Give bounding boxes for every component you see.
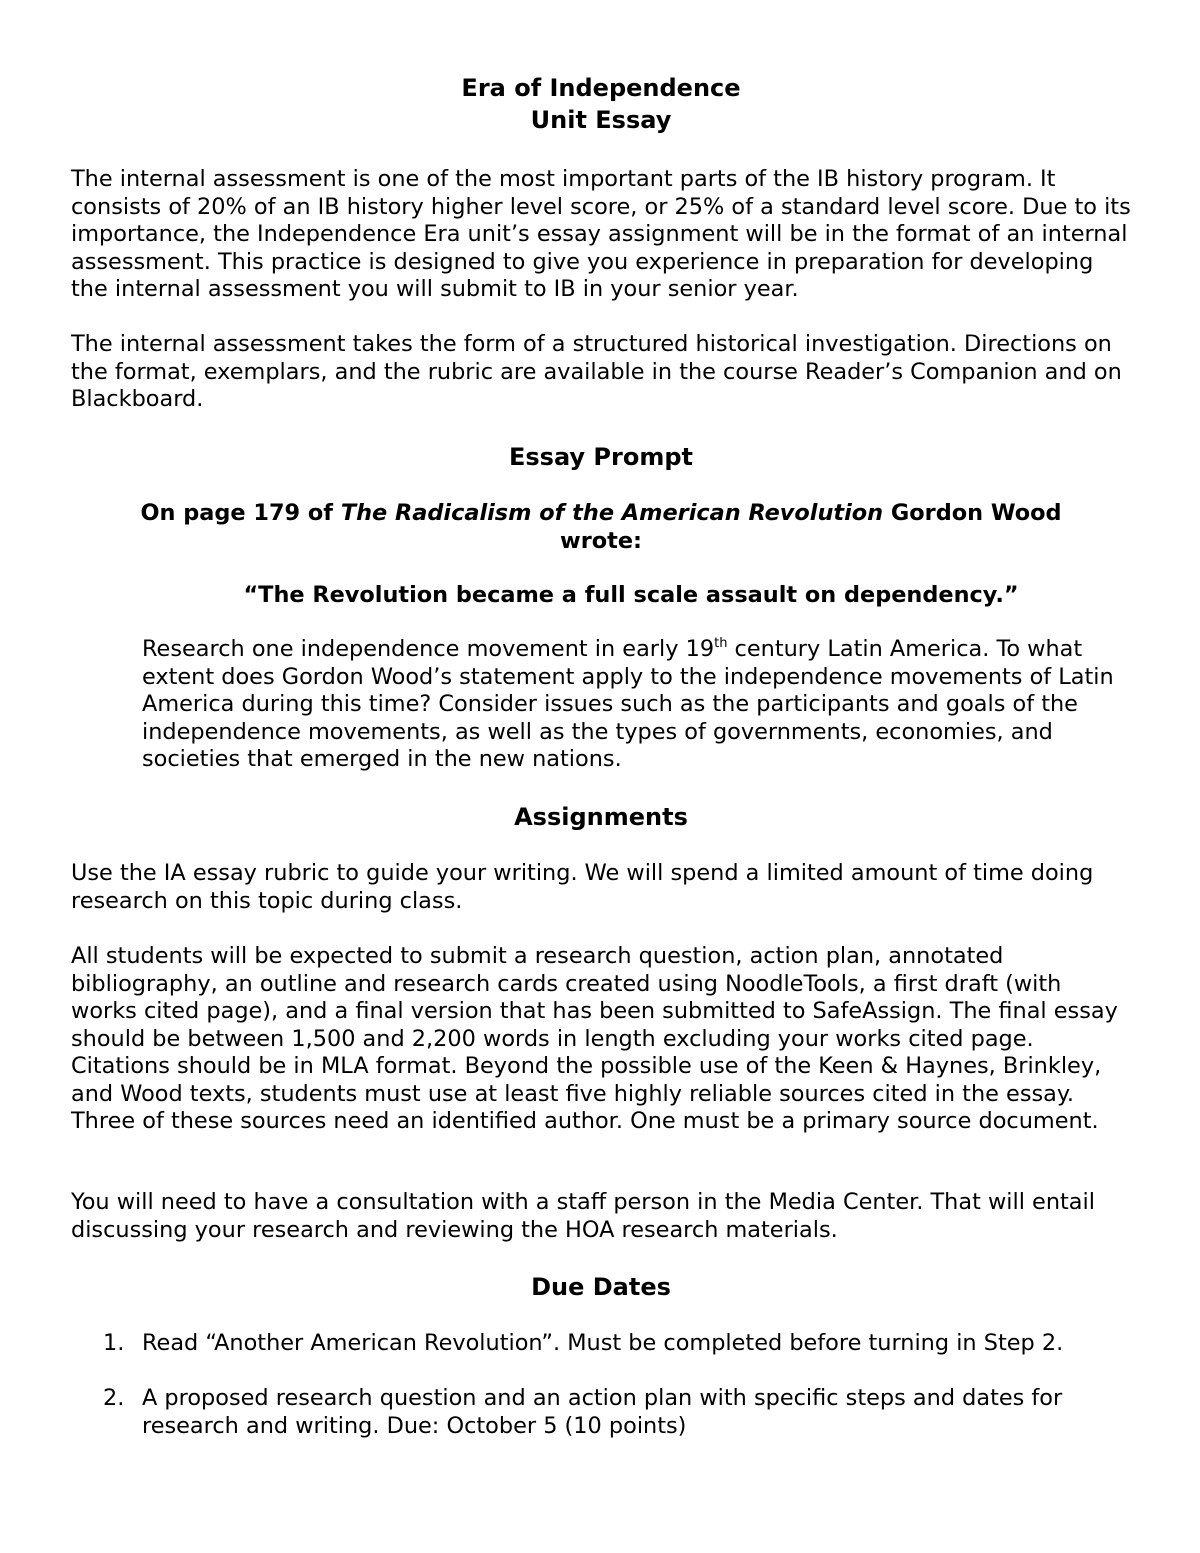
wood-quote: “The Revolution became a full scale assault on dependency.” — [243, 582, 1019, 608]
title-block — [71, 72, 1131, 136]
list-number: 2. — [103, 1385, 125, 1411]
assignments-paragraph-3: You will need to have a consultation with a staff person in the Media Center. That will entail discussing your research and reviewing the HOA research materials. — [71, 1189, 1095, 1243]
prompt-intro-before: On page 179 of — [140, 500, 341, 526]
assignments-heading: Assignments — [514, 803, 688, 831]
book-title: The Radicalism of the American Revolution — [340, 500, 884, 526]
assignments-paragraph-2: All students will be expected to submit a research question, action plan, annotated bibliography, an outline and research cards created using NoodleTools, a first draft (with works cited page), and a final version that has been submitted to SafeAssign. The final essay should be between 1,500 and 2,200 words in length excluding your works cited page. Citations should be in MLA format. Beyond the possible use of the Keen & Haynes, Brinkley, and Wood texts, students must use at least five highly reliable sources cited in the essay. Three of these sources need an identified author. One must be a primary source document. — [71, 943, 1118, 1134]
intro-paragraph-2: The internal assessment takes the form of a structured historical investigation. Directions on the format, exemplars, and the rubric are available in the course Reader’s Companion and on Blackboard. — [71, 331, 1122, 412]
essay-prompt-heading: Essay Prompt — [509, 443, 693, 471]
intro-paragraph-1: The internal assessment is one of the most important parts of the IB history program. It consists of 20% of an IB history higher level score, or 25% of a standard level score. Due to its importance, the Independence Era unit’s essay assignment will be in the format of an internal assessment. This practice is designed to give you experience in preparation for developing the internal assessment you will submit to IB in your senior year. — [71, 166, 1131, 302]
essay-question — [142, 636, 1137, 774]
essay-question-part2: century Latin America. To what extent does Gordon Wood’s statement apply to the independence movements of Latin America during this time? Consider issues such as the participants and goals of the independence movements, as well as the types of governments, economies, and societies that emerged in the new nations. — [142, 636, 1114, 772]
due-dates-heading: Due Dates — [531, 1273, 671, 1301]
document-title: Era of Independence — [461, 74, 741, 102]
prompt-intro — [101, 499, 1101, 555]
prompt-intro-after: Gordon Wood wrote: — [560, 500, 1062, 554]
assignments-paragraph-1: Use the IA essay rubric to guide your writing. We will spend a limited amount of time doing research on this topic during class. — [71, 860, 1094, 914]
essay-question-superscript: th — [714, 636, 728, 651]
essay-question-part1: Research one independence movement in early 19 — [142, 636, 715, 662]
list-text: Read “Another American Revolution”. Must be completed before turning in Step 2. — [142, 1330, 1064, 1356]
list-number: 1. — [103, 1330, 125, 1356]
list-text: A proposed research question and an action plan with specific steps and dates for research and writing. Due: October 5 (10 points) — [142, 1385, 1063, 1439]
document-subtitle: Unit Essay — [530, 106, 672, 134]
